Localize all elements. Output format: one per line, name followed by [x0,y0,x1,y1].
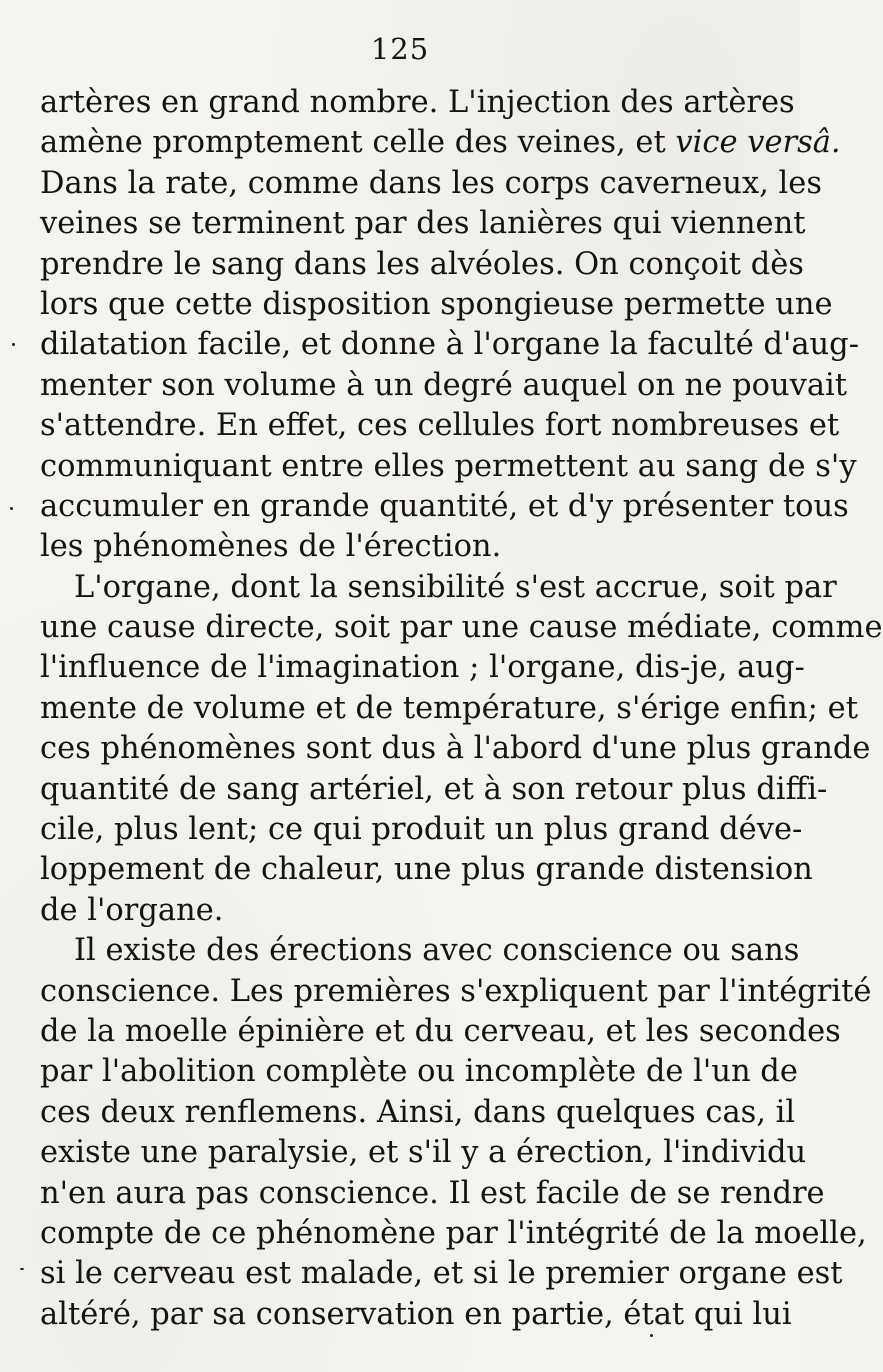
text-line: s'attendre. En effet, ces cellules fort nombreuses et [40,408,840,444]
text-line: prendre le sang dans les alvéoles. On conçoit dès [40,246,804,282]
page-number: 125 [370,32,430,66]
text-line: mente de volume et de température, s'érige enfin; et [40,690,858,726]
text-line: artères en grand nombre. L'injection des artères [40,85,795,120]
print-speck [650,1334,653,1337]
print-speck [20,1268,24,1270]
text-line: loppement de chaleur, une plus grande distension [40,852,813,888]
text-line: par l'abolition complète ou incomplète de l'un de [40,1054,798,1090]
text-line: cile, plus lent; ce qui produit un plus grand déve- [40,812,803,848]
paragraph-1 [40,83,860,568]
body-text [40,83,883,1335]
text-line: quantité de sang artériel, et à son retour plus diffi- [40,771,828,807]
print-speck [10,507,13,510]
text-line: existe une paralysie, et s'il y a érection, l'individu [40,1135,807,1171]
text-line: n'en aura pas conscience. Il est facile de se rendre [40,1175,825,1211]
text-line: dilatation facile, et donne à l'organe la faculté d'aug- [40,327,860,363]
text-line: veines se terminent par des lanières qui viennent [40,206,806,242]
text-line: Il existe des érections avec conscience ou sans [74,933,800,969]
text-line: menter son volume à un degré auquel on ne pouvait [40,367,848,403]
text-line: si le cerveau est malade, et si le premier organe est [40,1256,843,1292]
text-line: compte de ce phénomène par l'intégrité de la moelle, [40,1215,867,1251]
italic-phrase: vice versâ. [675,125,841,161]
text-line: accumuler en grande quantité, et d'y présenter tous [40,488,849,524]
text-line: conscience. Les premières s'expliquent par l'intégrité [40,973,872,1009]
text-line: de la moelle épinière et du cerveau, et les secondes [40,1013,841,1049]
print-speck [12,343,15,346]
text-line: l'influence de l'imagination ; l'organe, dis-je, aug- [40,650,805,686]
paragraph-2 [40,568,883,932]
text-line: amène promptement celle des veines, et vice versâ. [40,125,841,161]
text-line: une cause directe, soit par une cause médiate, comme [40,610,883,646]
text-line: lors que cette disposition spongieuse permette une [40,286,833,322]
text-line: les phénomènes de l'érection. [40,529,502,565]
text-line: L'organe, dont la sensibilité s'est accrue, soit par [74,569,837,605]
text-line: de l'organe. [40,892,224,928]
text-line: communiquant entre elles permettent au sang de s'y [40,448,857,484]
text-line: Dans la rate, comme dans les corps caverneux, les [40,165,823,201]
paragraph-3 [40,931,872,1335]
text-line: ces deux renflemens. Ainsi, dans quelques cas, il [40,1094,796,1130]
text-line: ces phénomènes sont dus à l'abord d'une plus grande [40,731,871,767]
text-line: altéré, par sa conservation en partie, état qui lui [40,1296,792,1332]
